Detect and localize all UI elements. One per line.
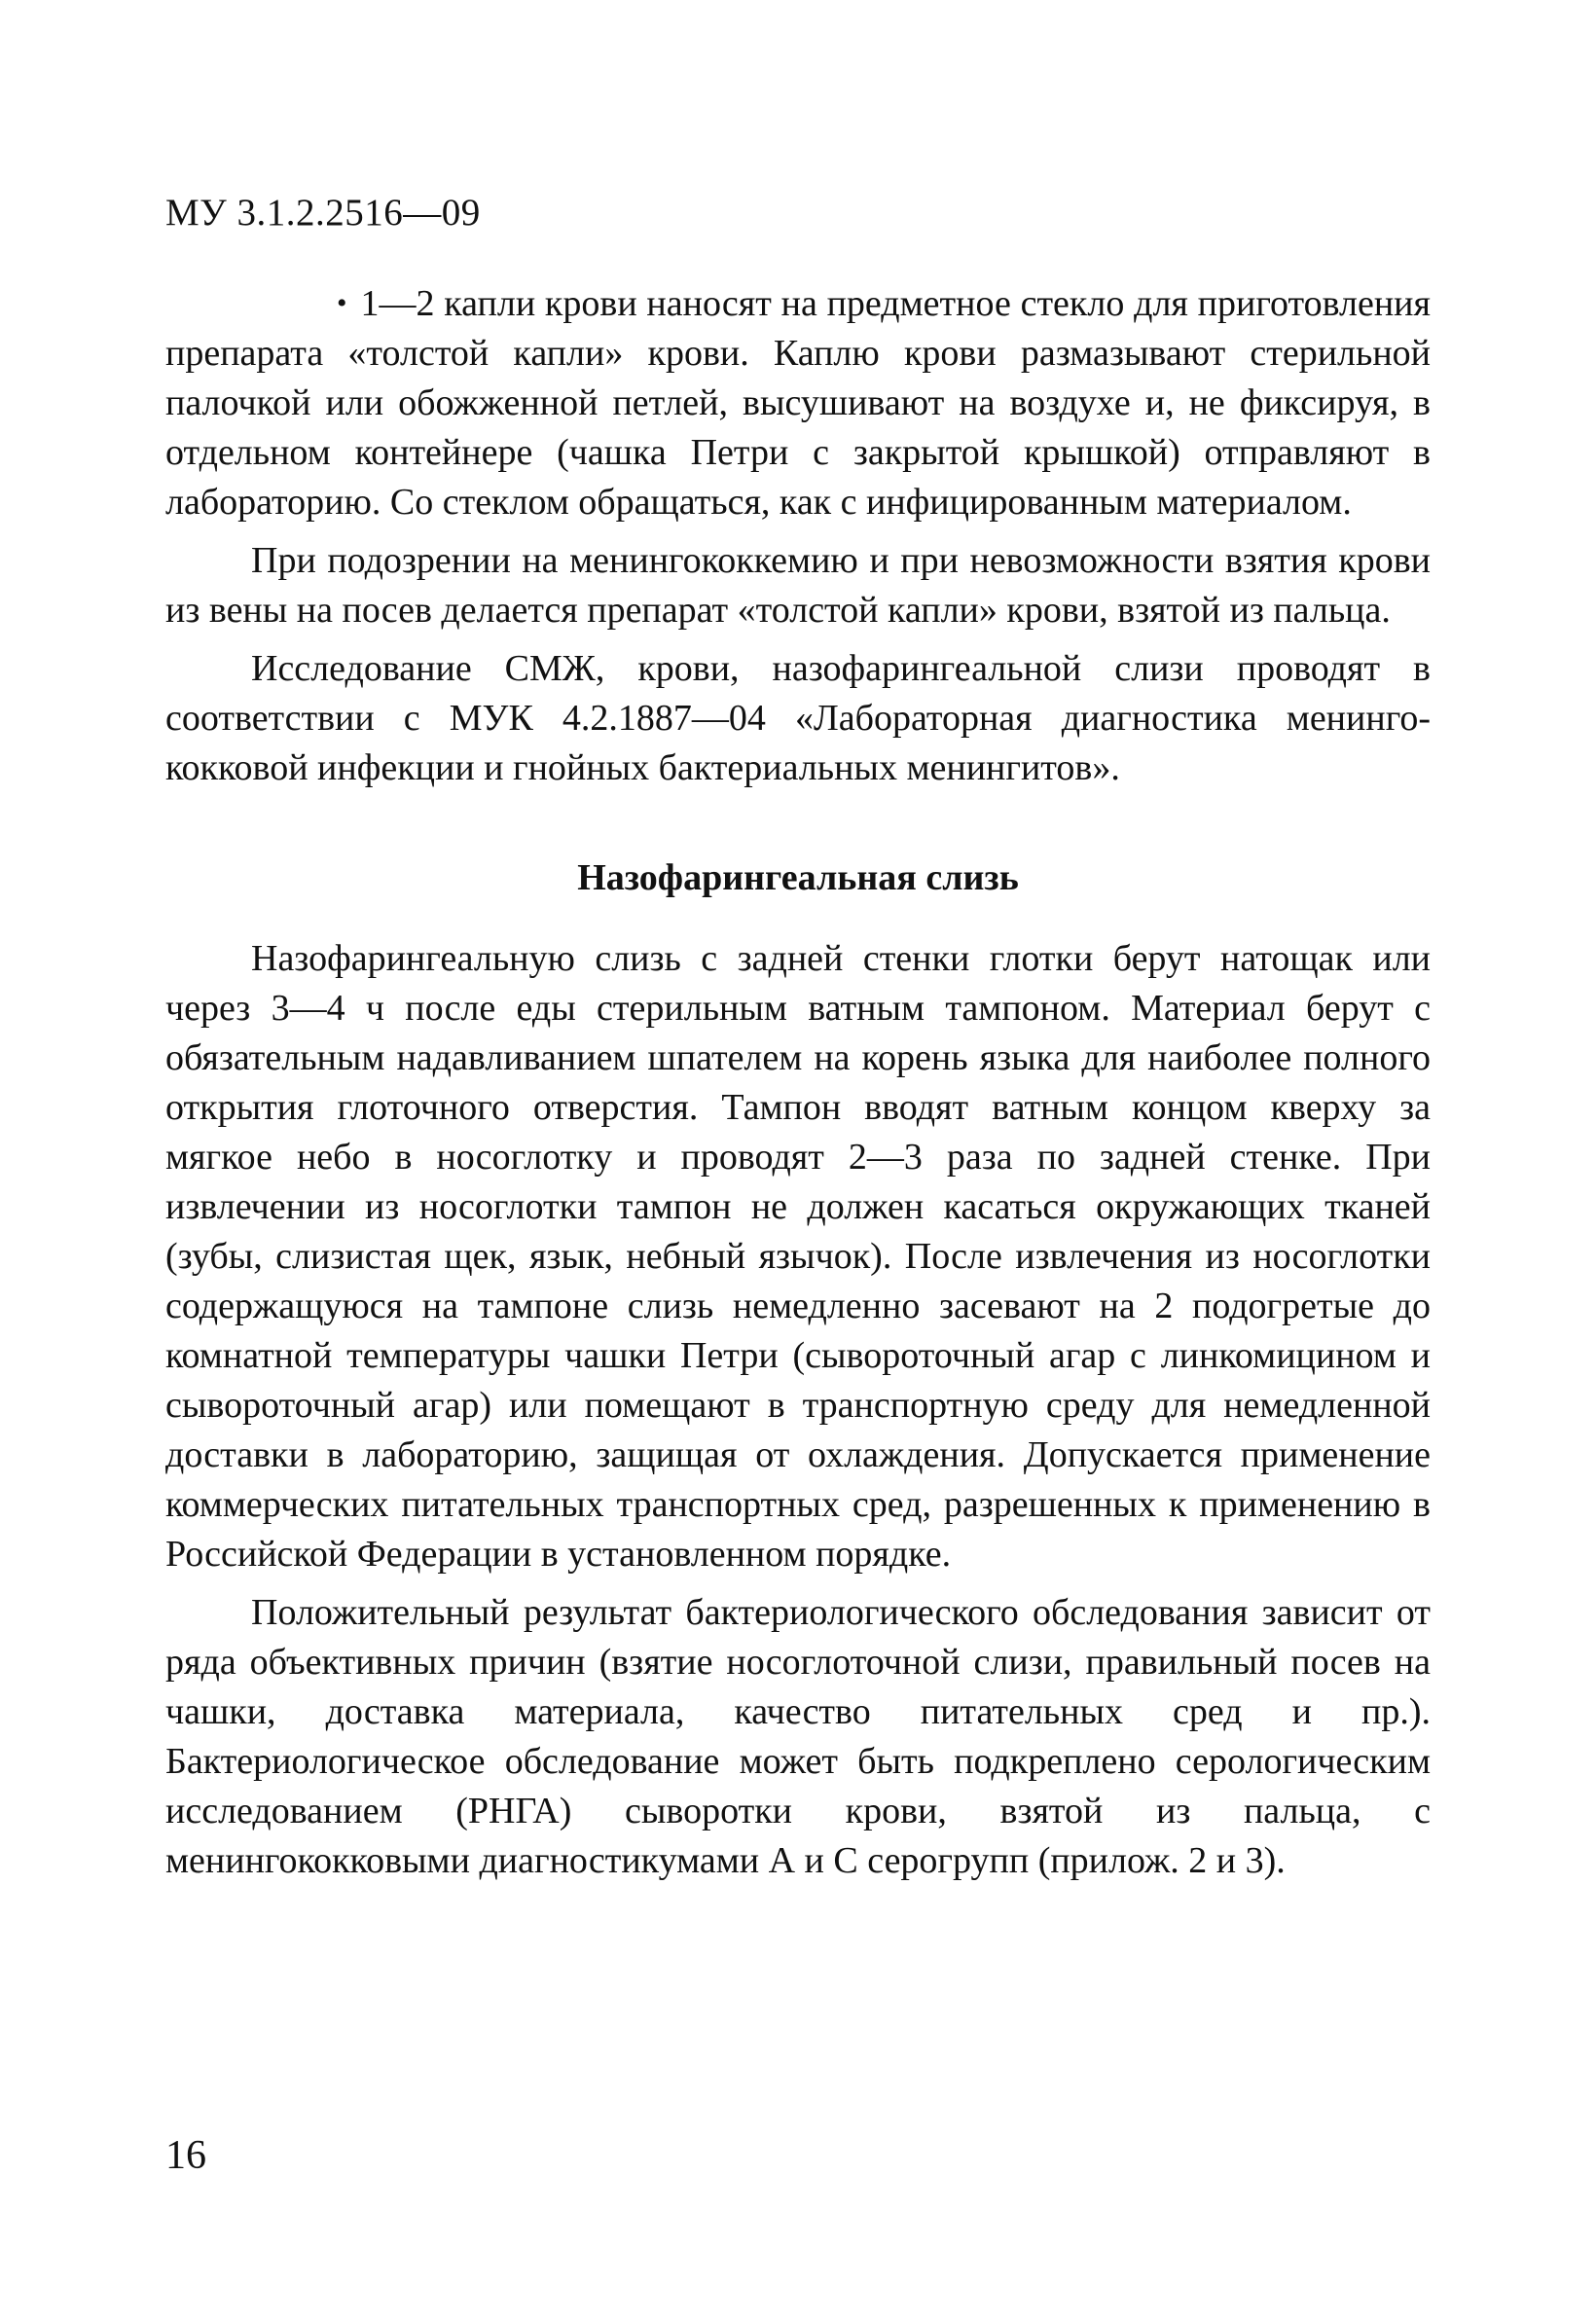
bullet-icon: • [337, 287, 347, 319]
paragraph-research-reference: Исследование СМЖ, крови, назофарингеальной слизи проводят в соответствии с МУК 4.2.1887—04 «Лабораторная диагностика менингококковой инфекции и гнойных бактериальных менингитов». [165, 648, 1431, 788]
bullet-paragraph [165, 278, 1431, 527]
paragraph-positive-result: Положительный результат бактериологического обследования зависит от ряда объективных причин (взятие носоглоточной слизи, правильный посев на чашки, доставка материала, качество питательных сред и пр.). Бактериологическое обследование может быть подкреплено серологическим исследованием (РНГА) сыворотки крови, взятой из пальца, с менингококковыми диагностикумами А и С серогрупп (прилож. 2 и 3). [165, 1592, 1431, 1881]
page-number: 16 [165, 2133, 206, 2178]
document-body [165, 278, 1431, 1895]
bullet-paragraph-text: 1—2 капли крови наносят на предметное стекло для приготовления препарата «толстой капли» крови. Каплю крови размазывают стерильной палочкой или обожженной петлей, высушивают на воздухе и, не фиксируя, в отдельном контейнере (чашка Петри с закрытой крышкой) отправляют в лабораторию. Со стеклом обращаться, как с инфицированным материалом. [165, 283, 1431, 523]
section-heading: Назофарингеальная слизь [577, 857, 1019, 898]
paragraph-meningococcemia: При подозрении на менингококкемию и при невозможности взятия крови из вены на посев делается препарат «толстой капли» крови, взятой из пальца. [165, 540, 1431, 631]
document-code-header: МУ 3.1.2.2516—09 [165, 192, 481, 234]
paragraph-nasopharyngeal-collection: Назофарингеальную слизь с задней стенки глотки берут натощак или через 3—4 ч после еды стерильным ватным тампоном. Материал берут с обязательным надавливанием шпателем на корень языка для наиболее полного открытия глоточного отверстия. Тампон вводят ватным концом кверху за мягкое небо в носоглотку и проводят 2—3 раза по задней стенке. При извлечении из носоглотки тампон не должен касаться окружающих тканей (зубы, слизистая щек, язык, небный язычок). После извлечения из носоглотки содержащуюся на тампоне слизь немедленно засевают на 2 подогретые до комнатной температуры чашки Петри (сывороточный агар с линкомицином и сывороточный агар) или помещают в транспортную среду для немедленной доставки в лабораторию, защищая от охлаждения. Допускается применение коммерческих питательных транспортных сред, разрешенных к применению в Российской Федерации в установленном порядке. [165, 938, 1431, 1575]
